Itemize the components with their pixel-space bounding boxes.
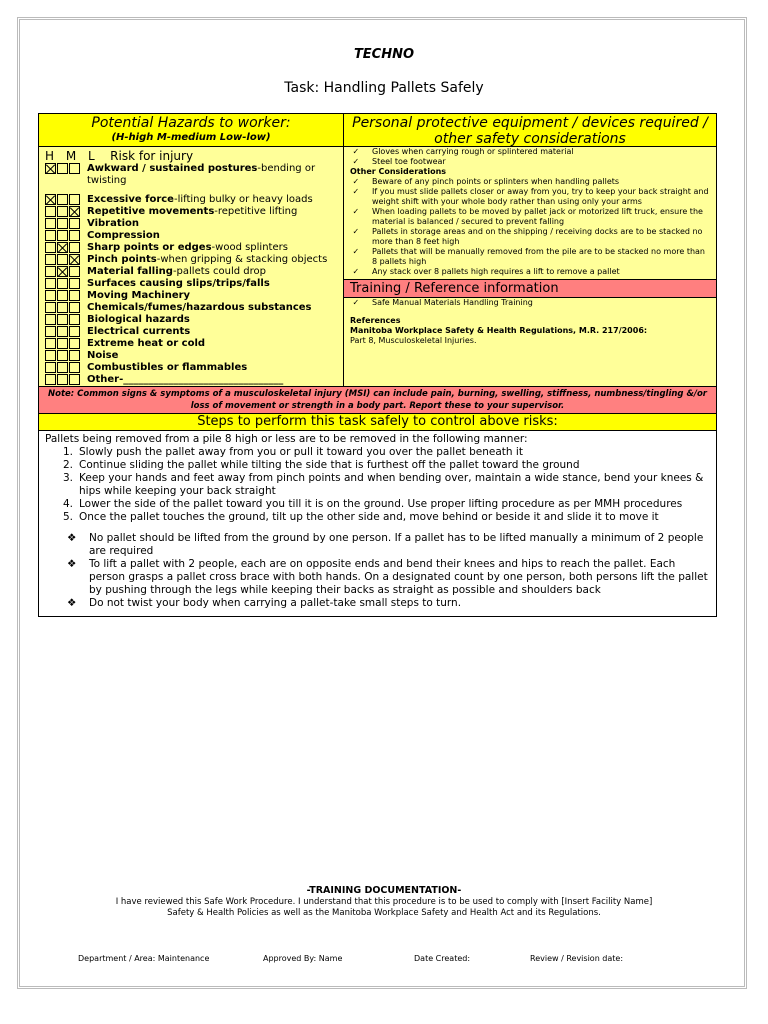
checkbox-l[interactable] xyxy=(69,302,80,313)
checkbox-l[interactable] xyxy=(69,338,80,349)
risk-detail: -when gripping & stacking objects xyxy=(156,254,328,265)
risk-detail: -lifting bulky or heavy loads xyxy=(173,194,313,205)
risk-item xyxy=(39,290,343,302)
risk-item xyxy=(39,230,343,242)
msi-note: Note: Common signs & symptoms of a musculoskeletal injury (MSI) can include pain, burning, swelling, stiffness, numbness/tingling &/or loss of movement or strength in a body part. Report these to your supervisor. xyxy=(39,386,716,413)
checkbox-m[interactable] xyxy=(57,302,68,313)
hazards-scale: (H-high M-medium Low-low) xyxy=(111,132,271,143)
risk-name: Combustibles or flammables xyxy=(87,362,248,373)
hml-checkboxes xyxy=(45,302,81,313)
risk-name: Vibration xyxy=(87,218,140,229)
numbered-step xyxy=(45,511,710,524)
risk-text xyxy=(87,314,190,326)
risk-text xyxy=(87,302,312,314)
list-item xyxy=(350,247,710,267)
hml-checkboxes xyxy=(45,194,81,205)
checkbox-h[interactable] xyxy=(45,230,56,241)
numbered-step xyxy=(45,446,710,459)
step-number: 2. xyxy=(63,459,74,471)
list-item xyxy=(350,177,710,187)
bullet-step xyxy=(45,558,710,597)
hml-checkboxes xyxy=(45,254,81,265)
risk-text xyxy=(87,278,270,290)
step-text: Continue sliding the pallet while tilting the side that is furthest off the pallet toward the ground xyxy=(79,459,580,471)
checkbox-l[interactable] xyxy=(69,362,80,373)
risk-item xyxy=(39,314,343,326)
risk-text xyxy=(87,254,327,266)
risk-name: Sharp points or edges xyxy=(87,242,212,253)
ppe-item: Pallets that will be manually removed from the pile are to be stacked no more than 8 pallets high xyxy=(372,247,705,266)
risk-detail: -bending or twisting xyxy=(87,163,316,186)
hml-checkboxes xyxy=(45,242,81,253)
hml-checkboxes xyxy=(45,314,81,325)
diamond-bullet-icon: ❖ xyxy=(67,597,77,609)
training-list xyxy=(344,298,716,308)
hml-checkboxes xyxy=(45,374,81,385)
hazards-column xyxy=(39,114,344,386)
checkbox-l[interactable] xyxy=(69,194,80,205)
checkmark-icon: ✓ xyxy=(350,157,360,166)
checkmark-icon: ✓ xyxy=(350,147,360,156)
risk-text xyxy=(87,290,190,302)
bullet-steps xyxy=(45,532,710,610)
risk-name: Compression xyxy=(87,230,160,241)
training-doc-title: -TRAINING DOCUMENTATION- xyxy=(306,885,462,896)
risk-text xyxy=(87,350,118,362)
ppe-item: Pallets in storage areas and on the shipping / receiving docks are to be stacked no more than 8 feet high xyxy=(372,227,703,246)
checkbox-l[interactable] xyxy=(69,242,80,253)
checkbox-h[interactable] xyxy=(45,254,56,265)
risk-detail: -wood splinters xyxy=(211,242,288,253)
list-item xyxy=(350,227,710,247)
risk-detail: -pallets could drop xyxy=(172,266,267,277)
checkbox-l[interactable] xyxy=(69,350,80,361)
checkbox-h[interactable] xyxy=(45,206,56,217)
risk-text xyxy=(87,374,283,386)
hml-checkboxes xyxy=(45,266,81,277)
checkbox-l[interactable] xyxy=(69,254,80,265)
checkbox-m[interactable] xyxy=(57,242,68,253)
risk-item xyxy=(39,350,343,362)
risk-name: Electrical currents xyxy=(87,326,191,337)
references xyxy=(344,316,716,346)
hml-row xyxy=(39,147,343,163)
regulation: Manitoba Workplace Safety & Health Regulations, M.R. 217/2006: xyxy=(350,326,648,335)
risk-name: Biological hazards xyxy=(87,314,190,325)
risk-item xyxy=(39,194,343,206)
ppe-item: If you must slide pallets closer or away from you, try to keep your back straight and weight shift with your whole body rather than using only your arms xyxy=(372,187,709,206)
risk-name: Other-________________________________ xyxy=(87,374,284,385)
risk-item xyxy=(39,326,343,338)
checkbox-m[interactable] xyxy=(57,163,68,174)
numbered-step xyxy=(45,459,710,472)
ppe-item: When loading pallets to be moved by pallet jack or motorized lift truck, ensure the material is balanced / secured to prevent falling xyxy=(372,207,703,226)
checkbox-l[interactable] xyxy=(69,314,80,325)
footer-approved: Approved By: Name xyxy=(263,954,343,963)
checkmark-icon: ✓ xyxy=(350,227,360,236)
checkmark-icon: ✓ xyxy=(350,187,360,196)
checkbox-l[interactable] xyxy=(69,290,80,301)
ppe-item: Gloves when carrying rough or splintered material xyxy=(372,147,574,156)
hml-checkboxes xyxy=(45,350,81,361)
steps-intro: Pallets being removed from a pile 8 high or less are to be removed in the following manner: xyxy=(45,433,528,445)
footer-date-created: Date Created: xyxy=(414,954,471,963)
checkmark-icon: ✓ xyxy=(350,298,360,307)
company-name: TECHNO xyxy=(353,47,415,62)
risk-text xyxy=(87,362,247,374)
footer-review-date: Review / Revision date: xyxy=(530,954,624,963)
hml-checkboxes xyxy=(45,163,81,174)
checkbox-l[interactable] xyxy=(69,374,80,385)
risk-name: Noise xyxy=(87,350,119,361)
risk-text xyxy=(87,230,160,242)
bullet-text: No pallet should be lifted from the ground by one person. If a pallet has to be lifted manually a minimum of 2 people are required xyxy=(89,532,704,557)
list-item xyxy=(350,147,710,157)
checkbox-h[interactable] xyxy=(45,338,56,349)
bullet-step xyxy=(45,532,710,558)
risk-text xyxy=(87,242,288,254)
checkbox-h[interactable] xyxy=(45,302,56,313)
risk-name: Surfaces causing slips/trips/falls xyxy=(87,278,270,289)
risk-item xyxy=(39,278,343,290)
footer-department: Department / Area: Maintenance xyxy=(78,954,210,963)
training-item: Safe Manual Materials Handling Training xyxy=(372,298,533,307)
checkbox-l[interactable] xyxy=(69,163,80,174)
list-item xyxy=(350,157,710,167)
step-number: 1. xyxy=(63,446,74,458)
step-number: 3. xyxy=(63,472,74,484)
other-considerations-label: Other Considerations xyxy=(350,167,447,176)
risk-label: Risk for injury xyxy=(110,149,194,163)
numbered-step xyxy=(45,498,710,511)
risk-name: Chemicals/fumes/hazardous substances xyxy=(87,302,312,313)
checkbox-m[interactable] xyxy=(57,290,68,301)
risk-text xyxy=(87,266,266,278)
checkbox-l[interactable] xyxy=(69,266,80,277)
hml-checkboxes xyxy=(45,338,81,349)
checkbox-h[interactable] xyxy=(45,290,56,301)
hml-checkboxes xyxy=(45,326,81,337)
risk-name: Repetitive movements xyxy=(87,206,215,217)
steps-body xyxy=(39,431,716,616)
checkbox-h[interactable] xyxy=(45,194,56,205)
checkbox-m[interactable] xyxy=(57,362,68,373)
checkbox-m[interactable] xyxy=(57,314,68,325)
risk-item xyxy=(39,302,343,314)
checkmark-icon: ✓ xyxy=(350,247,360,256)
step-text: Lower the side of the pallet toward you till it is on the ground. Use proper lifting procedure as per MMH procedures xyxy=(79,498,683,510)
checkmark-icon: ✓ xyxy=(350,177,360,186)
hml-label: H M L xyxy=(45,149,99,163)
list-item xyxy=(350,267,710,277)
diamond-bullet-icon: ❖ xyxy=(67,558,77,570)
checkbox-m[interactable] xyxy=(57,194,68,205)
step-text: Slowly push the pallet away from you or pull it toward you over the pallet beneath it xyxy=(79,446,523,458)
references-label: References xyxy=(350,316,401,325)
risk-list xyxy=(39,163,343,386)
ppe-item: Any stack over 8 pallets high requires a lift to remove a pallet xyxy=(372,267,620,276)
numbered-step xyxy=(45,472,710,498)
checkbox-h[interactable] xyxy=(45,278,56,289)
risk-text xyxy=(87,194,313,206)
risk-text xyxy=(87,206,297,218)
hazards-title: Potential Hazards to worker: xyxy=(91,115,291,131)
training-doc-text: I have reviewed this Safe Work Procedure. I understand that this procedure is to be used to comply with [Insert Facility Name] Safety & Health Policies as well as the Manitoba Workplace Safety and Health Act and its Regulations. xyxy=(115,897,653,918)
checkbox-m[interactable] xyxy=(57,206,68,217)
checkbox-h[interactable] xyxy=(45,374,56,385)
risk-text xyxy=(87,338,205,350)
risk-item xyxy=(39,218,343,230)
safe-work-procedure-table xyxy=(38,113,717,617)
step-text: Once the pallet touches the ground, tilt up the other side and, move behind or beside it and slide it to move it xyxy=(79,511,659,523)
checkbox-l[interactable] xyxy=(69,218,80,229)
checkbox-m[interactable] xyxy=(57,230,68,241)
risk-name: Moving Machinery xyxy=(87,290,191,301)
risk-name: Pinch points xyxy=(87,254,157,265)
checkbox-h[interactable] xyxy=(45,266,56,277)
bullet-step xyxy=(45,597,710,610)
checkbox-h[interactable] xyxy=(45,314,56,325)
checkbox-l[interactable] xyxy=(69,206,80,217)
list-item xyxy=(350,207,710,227)
steps-header: Steps to perform this task safely to control above risks: xyxy=(39,413,716,431)
step-text: Keep your hands and feet away from pinch points and when bending over, maintain a wide stance, bend your knees & hips while keeping your back straight xyxy=(79,472,704,497)
risk-detail: -repetitive lifting xyxy=(214,206,298,217)
diamond-bullet-icon: ❖ xyxy=(67,532,77,544)
hml-checkboxes xyxy=(45,290,81,301)
checkbox-h[interactable] xyxy=(45,326,56,337)
hml-checkboxes xyxy=(45,362,81,373)
risk-item xyxy=(39,362,343,374)
risk-name: Excessive force xyxy=(87,194,174,205)
risk-item xyxy=(39,374,343,386)
step-number: 5. xyxy=(63,511,74,523)
risk-item xyxy=(39,206,343,218)
ppe-column xyxy=(344,114,716,386)
risk-text xyxy=(87,326,190,338)
hml-checkboxes xyxy=(45,278,81,289)
training-header: Training / Reference information xyxy=(344,279,716,298)
checkbox-m[interactable] xyxy=(57,266,68,277)
ppe-header: Personal protective equipment / devices required / other safety considerations xyxy=(344,114,716,147)
checkmark-icon: ✓ xyxy=(350,207,360,216)
checkbox-h[interactable] xyxy=(45,163,56,174)
checkbox-h[interactable] xyxy=(45,242,56,253)
checkbox-m[interactable] xyxy=(57,374,68,385)
list-item xyxy=(350,187,710,207)
checkbox-l[interactable] xyxy=(69,230,80,241)
checkbox-m[interactable] xyxy=(57,350,68,361)
checkbox-h[interactable] xyxy=(45,350,56,361)
task-title: Task: Handling Pallets Safely xyxy=(284,80,484,96)
risk-item xyxy=(39,242,343,254)
ppe-list xyxy=(344,147,716,277)
risk-text xyxy=(87,218,139,230)
risk-text xyxy=(87,163,343,187)
checkbox-l[interactable] xyxy=(69,278,80,289)
checkbox-m[interactable] xyxy=(57,326,68,337)
risk-item xyxy=(39,163,343,187)
risk-item xyxy=(39,254,343,266)
risk-item xyxy=(39,338,343,350)
numbered-steps xyxy=(45,446,710,524)
risk-name: Material falling xyxy=(87,266,173,277)
risk-item xyxy=(39,266,343,278)
checkbox-h[interactable] xyxy=(45,218,56,229)
bullet-text: Do not twist your body when carrying a pallet-take small steps to turn. xyxy=(89,597,462,609)
step-number: 4. xyxy=(63,498,74,510)
checkbox-m[interactable] xyxy=(57,254,68,265)
risk-name: Extreme heat or cold xyxy=(87,338,206,349)
ppe-item: Beware of any pinch points or splinters when handling pallets xyxy=(372,177,620,186)
list-item xyxy=(350,298,710,308)
checkbox-m[interactable] xyxy=(57,218,68,229)
risk-name: Awkward / sustained postures xyxy=(87,163,258,174)
hml-checkboxes xyxy=(45,206,81,217)
bullet-text: To lift a pallet with 2 people, each are on opposite ends and bend their knees and hips to reach the pallet. Each person grasps a pallet cross brace with both hands. On a designated count by one person, both persons lift the pallet by pushing through the legs while keeping their backs as straight as possible and shoulders back xyxy=(89,558,708,596)
checkbox-m[interactable] xyxy=(57,338,68,349)
checkbox-h[interactable] xyxy=(45,362,56,373)
hml-checkboxes xyxy=(45,218,81,229)
regulation-part: Part 8, Musculoskeletal Injuries. xyxy=(350,336,477,345)
checkmark-icon: ✓ xyxy=(350,267,360,276)
checkbox-m[interactable] xyxy=(57,278,68,289)
hazards-header xyxy=(39,114,343,147)
hml-checkboxes xyxy=(45,230,81,241)
ppe-item: Steel toe footwear xyxy=(372,157,446,166)
checkbox-l[interactable] xyxy=(69,326,80,337)
